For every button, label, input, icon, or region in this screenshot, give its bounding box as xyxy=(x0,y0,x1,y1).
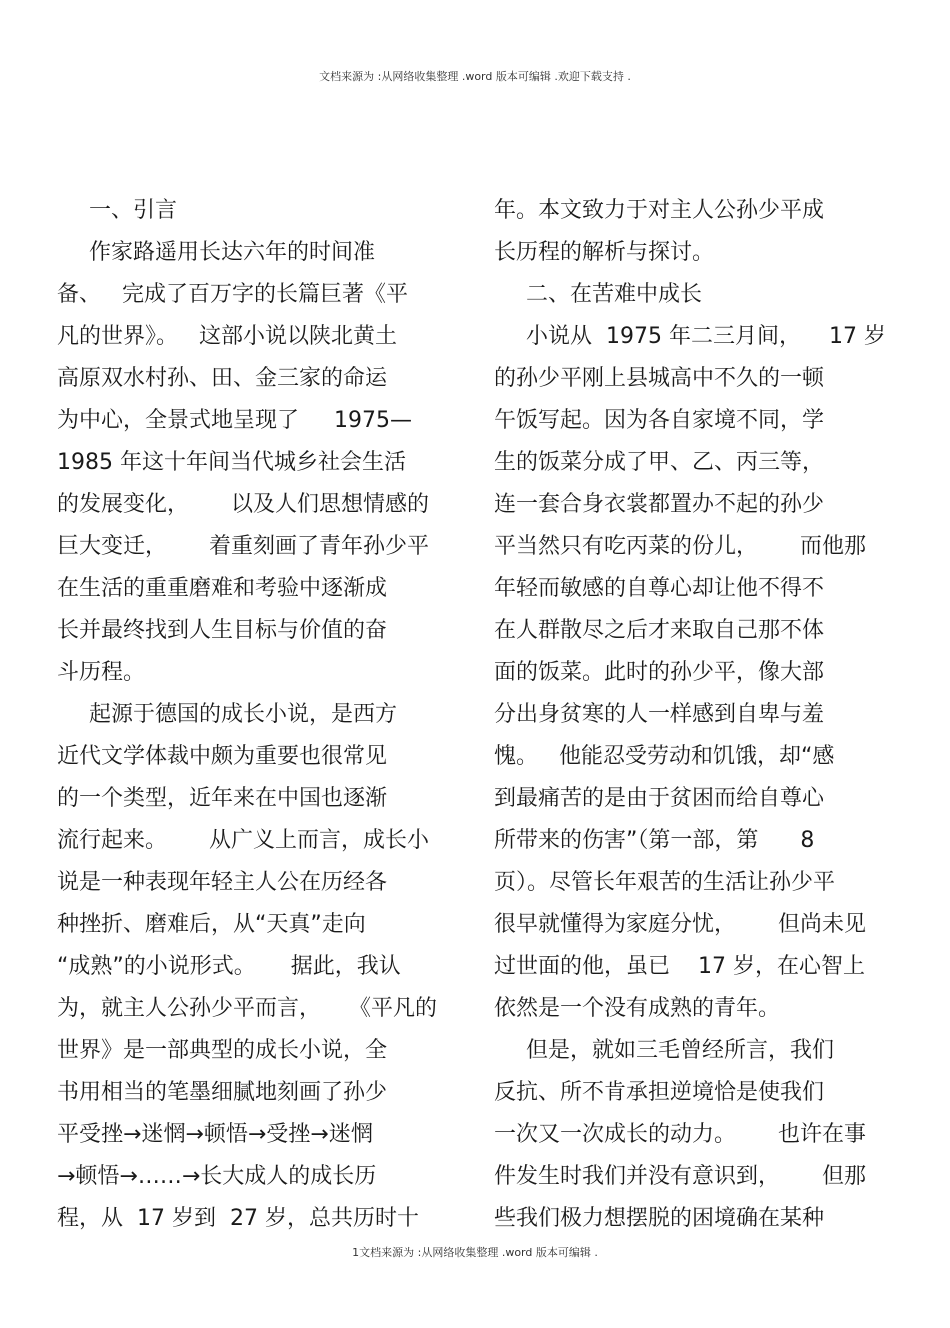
text-line: 到最痛苦的是由于贫困而给自尊心 xyxy=(494,786,825,811)
text-line: 凡的世界》。 这部小说以陕北黄土 xyxy=(57,324,397,349)
text-line: 些我们极力想摆脱的困境确在某种 xyxy=(494,1206,825,1231)
text-line: 的孙少平刚上县城高中不久的一顿 xyxy=(494,366,825,391)
text-line: 在生活的重重磨难和考验中逐渐成 xyxy=(57,576,388,601)
text-line: 很早就懂得为家庭分忧， 但尚未见 xyxy=(494,912,866,937)
text-line: 的发展变化， 以及人们思想情感的 xyxy=(57,492,429,517)
text-line: 生的饭菜分成了甲、乙、丙三等， xyxy=(494,450,825,475)
text-line: 程，从 17 岁到 27 岁，总共历时十 xyxy=(57,1206,419,1231)
text-line: 一、引言 xyxy=(89,198,178,223)
text-line: 连一套合身衣裳都置办不起的孙少 xyxy=(494,492,825,517)
text-line: 巨大变迁， 着重刻画了青年孙少平 xyxy=(57,534,429,559)
text-line: 分出身贫寒的人一样感到自卑与羞 xyxy=(494,702,825,727)
text-line: 面的饭菜。此时的孙少平，像大部 xyxy=(494,660,825,685)
left-text-column xyxy=(57,190,477,1240)
text-line: 二、在苦难中成长 xyxy=(526,282,703,307)
text-line: 在人群散尽之后才来取自己那不体 xyxy=(494,618,825,643)
text-line: 一次又一次成长的动力。 也许在事 xyxy=(494,1122,866,1147)
text-line: 1985 年这十年间当代城乡社会生活 xyxy=(57,450,406,475)
text-line: 愧。 他能忍受劳动和饥饿，却“感 xyxy=(494,744,835,769)
text-line: 长并最终找到人生目标与价值的奋 xyxy=(57,618,388,643)
text-line: 年。本文致力于对主人公孙少平成 xyxy=(494,198,825,223)
text-line: 平当然只有吃丙菜的份儿， 而他那 xyxy=(494,534,866,559)
text-line: 作家路遥用长达六年的时间准 xyxy=(89,240,376,265)
page-footer: 1文档来源为 :从网络收集整理 .word 版本可编辑 . xyxy=(352,1246,598,1259)
text-line: 件发生时我们并没有意识到， 但那 xyxy=(494,1164,866,1189)
text-line: 备、 完成了百万字的长篇巨著《平 xyxy=(57,282,408,307)
text-line: 平受挫→迷惘→顿悟→受挫→迷惘 xyxy=(57,1122,373,1147)
text-line: 斗历程。 xyxy=(57,660,146,685)
text-line: 小说从 1975 年二三月间， 17 岁 xyxy=(526,324,886,349)
text-line: 为，就主人公孙少平而言， 《平凡的 xyxy=(57,996,437,1021)
text-line: 起源于德国的成长小说，是西方 xyxy=(89,702,398,727)
text-line: 所带来的伤害”（第一部，第 8 xyxy=(494,828,815,853)
text-line: 说是一种表现年轻主人公在历经各 xyxy=(57,870,388,895)
text-line: 页）。尽管长年艰苦的生活让孙少平 xyxy=(494,870,836,895)
text-line: 流行起来。 从广义上而言，成长小 xyxy=(57,828,429,853)
text-line: 过世面的他，虽已 17 岁，在心智上 xyxy=(494,954,865,979)
text-line: 的一个类型，近年来在中国也逐渐 xyxy=(57,786,388,811)
text-line: 种挫折、磨难后，从“天真”走向 xyxy=(57,912,366,937)
text-line: 年轻而敏感的自尊心却让他不得不 xyxy=(494,576,825,601)
text-line: 但是，就如三毛曾经所言，我们 xyxy=(526,1038,835,1063)
text-line: “成熟”的小说形式。 据此，我认 xyxy=(57,954,401,979)
right-text-column xyxy=(494,190,914,1240)
text-line: 依然是一个没有成熟的青年。 xyxy=(494,996,781,1021)
text-line: 为中心，全景式地呈现了 1975— xyxy=(57,408,412,433)
text-line: 世界》是一部典型的成长小说，全 xyxy=(57,1038,388,1063)
text-line: →顿悟→……→长大成人的成长历 xyxy=(57,1164,377,1189)
text-line: 高原双水村孙、田、金三家的命运 xyxy=(57,366,388,391)
text-line: 午饭写起。因为各自家境不同，学 xyxy=(494,408,825,433)
text-line: 反抗、所不肯承担逆境恰是使我们 xyxy=(494,1080,825,1105)
page-header: 文档来源为 :从网络收集整理 .word 版本可编辑 .欢迎下载支持 . xyxy=(319,70,631,83)
text-line: 近代文学体裁中颇为重要也很常见 xyxy=(57,744,388,769)
text-line: 书用相当的笔墨细腻地刻画了孙少 xyxy=(57,1080,388,1105)
text-line: 长历程的解析与探讨。 xyxy=(494,240,715,265)
